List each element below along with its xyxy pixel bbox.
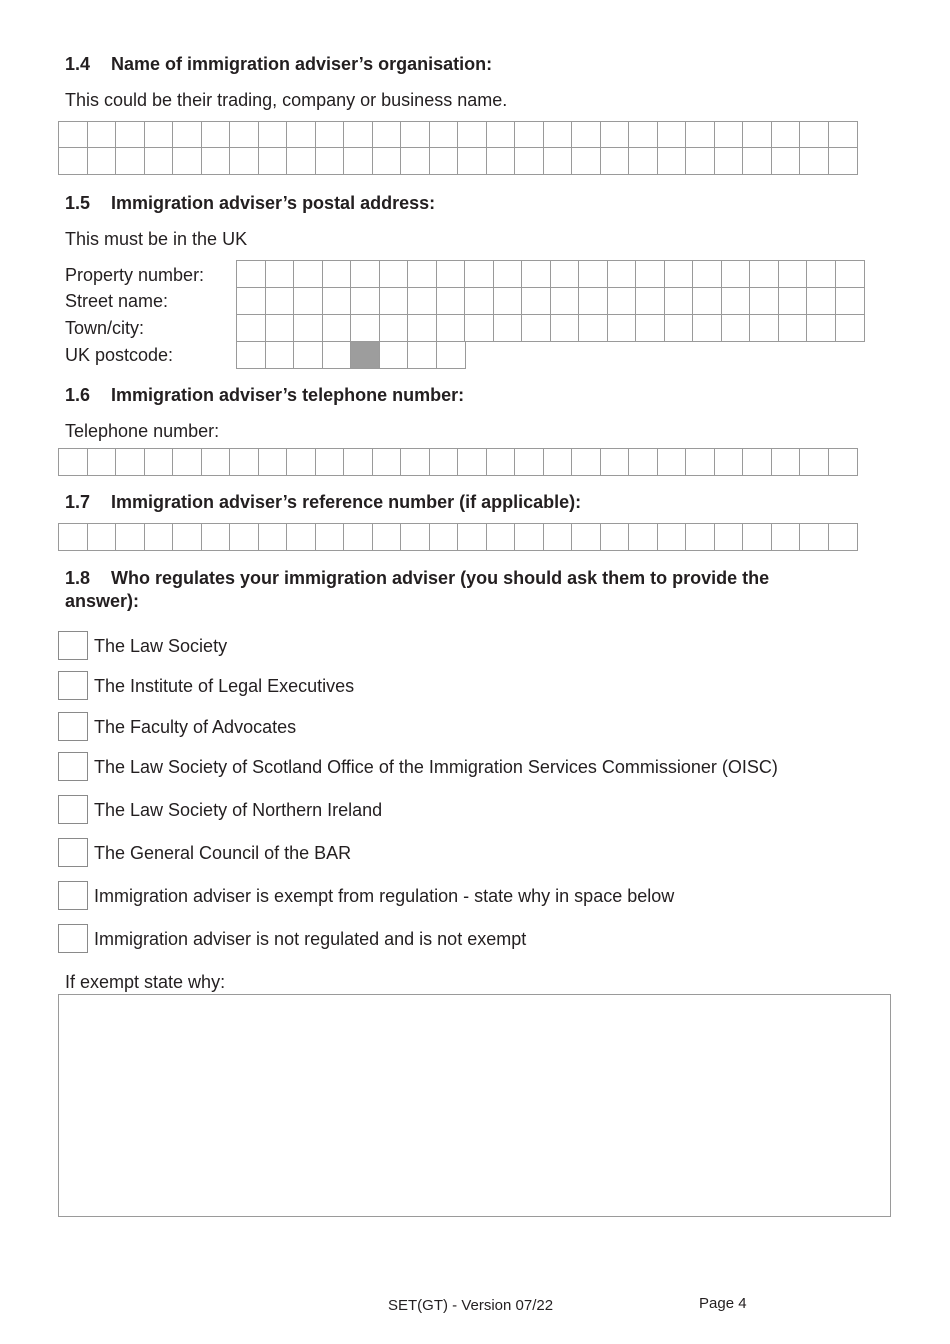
char-box[interactable]	[58, 523, 88, 551]
char-box[interactable]	[400, 147, 430, 175]
char-box[interactable]	[236, 314, 266, 342]
char-box[interactable]	[293, 260, 323, 288]
section-title: Immigration adviser’s telephone number:	[111, 385, 465, 405]
char-box[interactable]	[692, 314, 722, 342]
char-box[interactable]	[265, 287, 295, 315]
char-box[interactable]	[115, 147, 145, 175]
organisation-name-row-2[interactable]	[58, 147, 858, 175]
char-box[interactable]	[550, 314, 580, 342]
char-box[interactable]	[778, 287, 808, 315]
option-law-society-scotland-oisc-label: The Law Society of Scotland Office of the Immigration Services Commissioner (OISC)	[94, 757, 778, 777]
char-box[interactable]	[806, 287, 836, 315]
char-box[interactable]	[521, 314, 551, 342]
section-1-7-heading	[65, 491, 581, 514]
char-box[interactable]	[685, 448, 715, 476]
char-box[interactable]	[236, 287, 266, 315]
char-box[interactable]	[742, 121, 772, 149]
section-number: 1.8	[65, 568, 91, 588]
char-box[interactable]	[236, 260, 266, 288]
street-name-input[interactable]	[236, 287, 865, 315]
option-faculty-of-advocates-label: The Faculty of Advocates	[94, 717, 297, 737]
char-box[interactable]	[229, 448, 259, 476]
char-box[interactable]	[464, 260, 494, 288]
uk-postcode-label: UK postcode:	[65, 345, 174, 365]
char-box[interactable]	[543, 121, 573, 149]
char-box[interactable]	[628, 523, 658, 551]
option-not-regulated-not-exempt-label: Immigration adviser is not regulated and is not exempt	[94, 929, 527, 949]
char-box[interactable]	[806, 314, 836, 342]
char-box[interactable]	[635, 314, 665, 342]
section-1-4-hint: This could be their trading, company or business name.	[65, 90, 508, 110]
exempt-reason-textarea[interactable]	[58, 994, 891, 1217]
char-box[interactable]	[322, 341, 352, 369]
checkbox-institute-legal-executives[interactable]	[58, 671, 88, 700]
char-box[interactable]	[315, 147, 345, 175]
char-box[interactable]	[229, 523, 259, 551]
char-box[interactable]	[265, 260, 295, 288]
char-box[interactable]	[835, 287, 865, 315]
char-box[interactable]	[379, 287, 409, 315]
char-box[interactable]	[258, 448, 288, 476]
char-box[interactable]	[799, 147, 829, 175]
char-box[interactable]	[464, 287, 494, 315]
char-box[interactable]	[293, 341, 323, 369]
char-box[interactable]	[721, 287, 751, 315]
char-box[interactable]	[600, 147, 630, 175]
char-box[interactable]	[236, 341, 266, 369]
option-law-society-northern-ireland-label: The Law Society of Northern Ireland	[94, 800, 383, 820]
char-box[interactable]	[315, 121, 345, 149]
char-box[interactable]	[714, 523, 744, 551]
char-box[interactable]	[578, 287, 608, 315]
char-box[interactable]	[778, 314, 808, 342]
uk-postcode-input[interactable]	[236, 341, 466, 369]
page-number: Page 4	[699, 1295, 747, 1312]
char-box[interactable]	[407, 287, 437, 315]
char-box[interactable]	[115, 448, 145, 476]
checkbox-faculty-of-advocates[interactable]	[58, 712, 88, 741]
char-box[interactable]	[322, 260, 352, 288]
section-1-5-heading	[65, 192, 435, 215]
char-box[interactable]	[258, 147, 288, 175]
property-number-label: Property number:	[65, 265, 205, 285]
char-box[interactable]	[657, 448, 687, 476]
char-box[interactable]	[714, 147, 744, 175]
char-box[interactable]	[828, 523, 858, 551]
char-box[interactable]	[543, 147, 573, 175]
char-box[interactable]	[87, 121, 117, 149]
char-box[interactable]	[429, 523, 459, 551]
char-box[interactable]	[457, 121, 487, 149]
char-box[interactable]	[286, 448, 316, 476]
option-exempt-from-regulation-label: Immigration adviser is exempt from regulation - state why in space below	[94, 886, 675, 906]
char-box[interactable]	[229, 121, 259, 149]
char-box[interactable]	[550, 287, 580, 315]
char-box[interactable]	[265, 341, 295, 369]
char-box[interactable]	[828, 147, 858, 175]
checkbox-law-society[interactable]	[58, 631, 88, 660]
char-box[interactable]	[265, 314, 295, 342]
property-number-input[interactable]	[236, 260, 865, 288]
char-box[interactable]	[543, 448, 573, 476]
char-box[interactable]	[749, 260, 779, 288]
char-box[interactable]	[657, 523, 687, 551]
char-box[interactable]	[322, 314, 352, 342]
char-box[interactable]	[457, 448, 487, 476]
char-box[interactable]	[628, 147, 658, 175]
char-box[interactable]	[778, 260, 808, 288]
char-box[interactable]	[144, 121, 174, 149]
organisation-name-row-1[interactable]	[58, 121, 858, 149]
char-box[interactable]	[315, 523, 345, 551]
char-box[interactable]	[571, 448, 601, 476]
char-box[interactable]	[514, 523, 544, 551]
char-box[interactable]	[372, 147, 402, 175]
char-box[interactable]	[628, 121, 658, 149]
char-box[interactable]	[685, 147, 715, 175]
checkbox-law-society-scotland-oisc[interactable]	[58, 752, 88, 781]
option-general-council-bar-label: The General Council of the BAR	[94, 843, 352, 863]
char-box[interactable]	[664, 260, 694, 288]
char-box[interactable]	[685, 523, 715, 551]
section-1-5-hint: This must be in the UK	[65, 229, 248, 249]
char-box[interactable]	[172, 147, 202, 175]
char-box[interactable]	[293, 314, 323, 342]
char-box[interactable]	[144, 448, 174, 476]
char-box[interactable]	[607, 314, 637, 342]
checkbox-general-council-bar[interactable]	[58, 838, 88, 867]
char-box[interactable]	[771, 448, 801, 476]
char-box[interactable]	[486, 448, 516, 476]
char-box[interactable]	[87, 147, 117, 175]
char-box[interactable]	[714, 448, 744, 476]
char-box[interactable]	[607, 287, 637, 315]
char-box[interactable]	[429, 147, 459, 175]
char-box[interactable]	[514, 121, 544, 149]
char-box[interactable]	[400, 523, 430, 551]
char-box[interactable]	[742, 147, 772, 175]
char-box[interactable]	[600, 121, 630, 149]
section-1-4-heading	[65, 53, 492, 76]
char-box[interactable]	[493, 314, 523, 342]
char-box[interactable]	[172, 523, 202, 551]
reference-number-input[interactable]	[58, 523, 858, 551]
char-box[interactable]	[692, 260, 722, 288]
char-box[interactable]	[714, 121, 744, 149]
char-box[interactable]	[201, 448, 231, 476]
char-box[interactable]	[685, 121, 715, 149]
section-title: Name of immigration adviser’s organisation:	[111, 54, 493, 74]
char-box[interactable]	[521, 260, 551, 288]
char-box[interactable]	[429, 121, 459, 149]
char-box[interactable]	[379, 314, 409, 342]
char-box[interactable]	[835, 314, 865, 342]
char-box[interactable]	[635, 260, 665, 288]
char-box[interactable]	[457, 147, 487, 175]
char-box[interactable]	[664, 314, 694, 342]
char-box[interactable]	[806, 260, 836, 288]
char-box[interactable]	[372, 523, 402, 551]
char-box[interactable]	[457, 523, 487, 551]
char-box[interactable]	[571, 523, 601, 551]
section-number: 1.6	[65, 385, 91, 405]
char-box[interactable]	[600, 523, 630, 551]
form-version: SET(GT) - Version 07/22	[388, 1297, 554, 1314]
char-box[interactable]	[350, 341, 380, 369]
checkbox-law-society-northern-ireland[interactable]	[58, 795, 88, 824]
char-box[interactable]	[87, 523, 117, 551]
section-1-6-heading	[65, 384, 464, 407]
char-box[interactable]	[286, 147, 316, 175]
char-box[interactable]	[258, 121, 288, 149]
char-box[interactable]	[172, 448, 202, 476]
char-box[interactable]	[372, 121, 402, 149]
char-box[interactable]	[514, 448, 544, 476]
char-box[interactable]	[343, 448, 373, 476]
section-title: Who regulates your immigration adviser (you should ask them to provide the answer):	[65, 568, 770, 611]
option-law-society-label: The Law Society	[94, 636, 228, 656]
char-box[interactable]	[771, 147, 801, 175]
char-box[interactable]	[350, 260, 380, 288]
section-number: 1.5	[65, 193, 91, 213]
char-box[interactable]	[343, 121, 373, 149]
char-box[interactable]	[400, 121, 430, 149]
char-box[interactable]	[493, 260, 523, 288]
char-box[interactable]	[87, 448, 117, 476]
char-box[interactable]	[436, 314, 466, 342]
char-box[interactable]	[721, 260, 751, 288]
char-box[interactable]	[749, 314, 779, 342]
char-box[interactable]	[343, 523, 373, 551]
char-box[interactable]	[400, 448, 430, 476]
char-box[interactable]	[835, 260, 865, 288]
char-box[interactable]	[379, 341, 409, 369]
char-box[interactable]	[315, 448, 345, 476]
char-box[interactable]	[322, 287, 352, 315]
char-box[interactable]	[578, 260, 608, 288]
char-box[interactable]	[721, 314, 751, 342]
char-box[interactable]	[799, 121, 829, 149]
char-box[interactable]	[350, 287, 380, 315]
option-institute-legal-executives-label: The Institute of Legal Executives	[94, 676, 355, 696]
char-box[interactable]	[258, 523, 288, 551]
char-box[interactable]	[664, 287, 694, 315]
char-box[interactable]	[372, 448, 402, 476]
section-number: 1.4	[65, 54, 91, 74]
char-box[interactable]	[464, 314, 494, 342]
char-box[interactable]	[201, 121, 231, 149]
char-box[interactable]	[429, 448, 459, 476]
char-box[interactable]	[115, 523, 145, 551]
char-box[interactable]	[692, 287, 722, 315]
char-box[interactable]	[799, 448, 829, 476]
char-box[interactable]	[350, 314, 380, 342]
char-box[interactable]	[343, 147, 373, 175]
char-box[interactable]	[486, 147, 516, 175]
telephone-number-label: Telephone number:	[65, 421, 220, 441]
char-box[interactable]	[407, 341, 437, 369]
char-box[interactable]	[436, 287, 466, 315]
char-box[interactable]	[742, 448, 772, 476]
char-box[interactable]	[144, 523, 174, 551]
street-name-label: Street name:	[65, 291, 169, 311]
char-box[interactable]	[550, 260, 580, 288]
char-box[interactable]	[486, 523, 516, 551]
char-box[interactable]	[578, 314, 608, 342]
char-box[interactable]	[286, 523, 316, 551]
char-box[interactable]	[771, 523, 801, 551]
char-box[interactable]	[201, 523, 231, 551]
char-box[interactable]	[293, 287, 323, 315]
char-box[interactable]	[229, 147, 259, 175]
char-box[interactable]	[749, 287, 779, 315]
char-box[interactable]	[436, 260, 466, 288]
exempt-reason-label: If exempt state why:	[65, 972, 226, 992]
section-title: Immigration adviser’s reference number (if applicable):	[111, 492, 582, 512]
char-box[interactable]	[828, 448, 858, 476]
char-box[interactable]	[657, 147, 687, 175]
char-box[interactable]	[407, 260, 437, 288]
town-city-input[interactable]	[236, 314, 865, 342]
char-box[interactable]	[799, 523, 829, 551]
char-box[interactable]	[771, 121, 801, 149]
char-box[interactable]	[486, 121, 516, 149]
char-box[interactable]	[514, 147, 544, 175]
telephone-number-input[interactable]	[58, 448, 858, 476]
char-box[interactable]	[657, 121, 687, 149]
char-box[interactable]	[201, 147, 231, 175]
char-box[interactable]	[493, 287, 523, 315]
char-box[interactable]	[172, 121, 202, 149]
char-box[interactable]	[571, 121, 601, 149]
char-box[interactable]	[286, 121, 316, 149]
char-box[interactable]	[407, 314, 437, 342]
char-box[interactable]	[607, 260, 637, 288]
char-box[interactable]	[58, 121, 88, 149]
char-box[interactable]	[828, 121, 858, 149]
checkbox-exempt-from-regulation[interactable]	[58, 881, 88, 910]
town-city-label: Town/city:	[65, 318, 145, 338]
section-1-8-heading	[65, 567, 845, 613]
section-title: Immigration adviser’s postal address:	[111, 193, 436, 213]
checkbox-not-regulated-not-exempt[interactable]	[58, 924, 88, 953]
char-box[interactable]	[379, 260, 409, 288]
char-box[interactable]	[115, 121, 145, 149]
char-box[interactable]	[521, 287, 551, 315]
char-box[interactable]	[144, 147, 174, 175]
char-box[interactable]	[571, 147, 601, 175]
section-number: 1.7	[65, 492, 91, 512]
char-box[interactable]	[58, 448, 88, 476]
char-box[interactable]	[543, 523, 573, 551]
char-box[interactable]	[635, 287, 665, 315]
char-box[interactable]	[628, 448, 658, 476]
char-box[interactable]	[58, 147, 88, 175]
char-box[interactable]	[600, 448, 630, 476]
char-box[interactable]	[742, 523, 772, 551]
char-box[interactable]	[436, 341, 466, 369]
